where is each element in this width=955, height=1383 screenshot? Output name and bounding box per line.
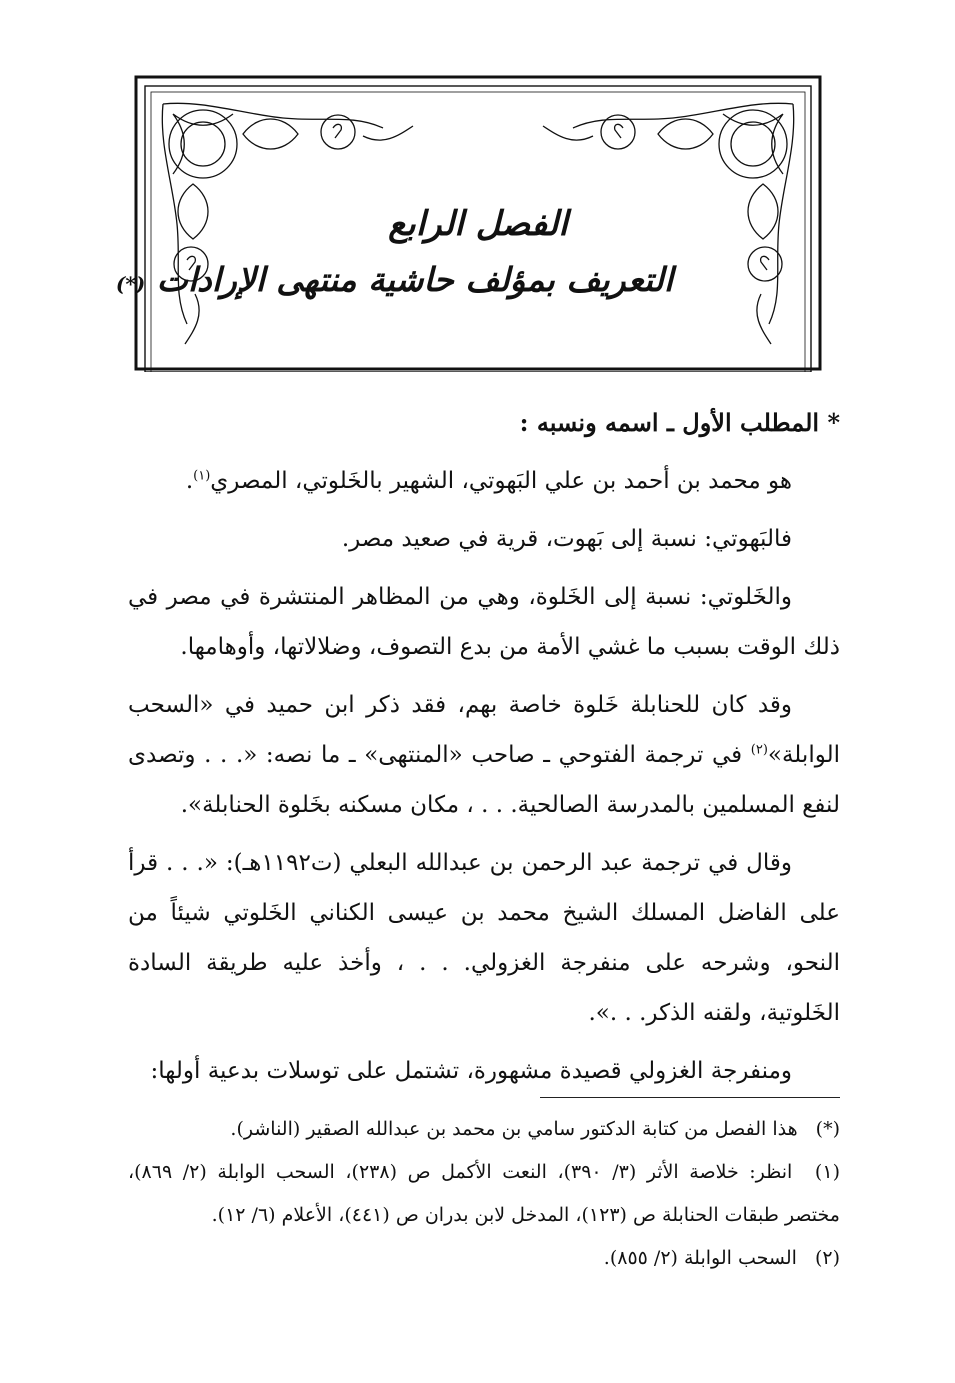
chapter-footnote-ref[interactable]: (*) [115, 272, 146, 296]
footnote-mark: (٢) [814, 1247, 840, 1269]
body-text [128, 456, 840, 1096]
section-heading [128, 398, 840, 448]
paragraph-4-part-a: وقد كان للحنابلة خَلوة خاصة بهم، فقد ذكر ابن حميد في «السحب الوابلة» [128, 692, 840, 768]
paragraph-2: فالبَهوتي: نسبة إلى بَهوت، قرية في صعيد مصر. [341, 526, 792, 552]
paragraph-1 [128, 456, 840, 506]
chapter-title-text: التعريف بمؤلف حاشية منتهى الإرادات [156, 260, 673, 299]
chapter-frame [115, 74, 823, 372]
footnote-mark: (١) [814, 1161, 840, 1183]
footnote-2 [128, 1237, 840, 1280]
heading-text: المطلب الأول ـ اسمه ونسبه : [519, 408, 820, 437]
footnote-text: السحب الوابلة (٢/ ٨٥٥). [603, 1247, 797, 1269]
footnote-text: انظر: خلاصة الأثر (٣/ ٣٩٠)، النعت الأكمل ص (٢٣٨)، السحب الوابلة (٢/ ٨٦٩)، مختصر طبقات الحنابلة ص (١٢٣)، المدخل لابن بدران ص (٤٤١)، الأعلام (٦/ ١٢). [128, 1161, 840, 1226]
footnote-separator [540, 1097, 840, 1098]
footnote-mark: (*) [815, 1118, 840, 1140]
footnote-1 [128, 1151, 840, 1237]
paragraph-6: ومنفرجة الغزولي قصيدة مشهورة، تشتمل على توسلات بدعية أولها: [150, 1058, 792, 1084]
paragraph-5: وقال في ترجمة عبد الرحمن بن عبدالله البعلي (ت١١٩٢هـ): «. . . قرأ على الفاضل المسلك الشيخ محمد بن عيسى الكناني الخَلوتي شيئاً من النحو، وشرحه على منفرجة الغزولي. . . ، وأخذ عليه طريقة السادة الخَلوتية، ولقنه الذكر. . .». [128, 850, 840, 1026]
paragraph-3: والخَلوتي: نسبة إلى الخَلوة، وهي من المظاهر المنتشرة في مصر في ذلك الوقت بسبب ما غشي الأمة من بدع التصوف، وضلالاتها، وأوهامها. [128, 584, 840, 660]
paragraph-1-text: هو محمد بن أحمد بن علي البَهوتي، الشهير بالخَلوتي، المصري [210, 468, 792, 494]
chapter-label: الفصل الرابع [388, 204, 568, 244]
footnotes [128, 1108, 840, 1280]
footnote-ref-2[interactable]: (٢) [750, 742, 768, 758]
heading-marker: * [827, 408, 840, 437]
paragraph-4 [128, 680, 840, 830]
paragraph-4-part-b: في ترجمة الفتوحي ـ صاحب «المنتهى» ـ ما نصه: «. . . وتصدى لنفع المسلمين بالمدرسة الصالحية. . . ، مكان مسكنه بخَلوة الحنابلة». [128, 742, 840, 818]
footnote-star [128, 1108, 840, 1151]
chapter-title [115, 260, 673, 299]
footnote-text: هذا الفصل من كتابة الدكتور سامي بن محمد بن عبدالله الصقير (الناشر). [230, 1118, 798, 1140]
footnote-ref-1[interactable]: (١) [193, 468, 211, 484]
paragraph-1-end: . [185, 468, 194, 494]
